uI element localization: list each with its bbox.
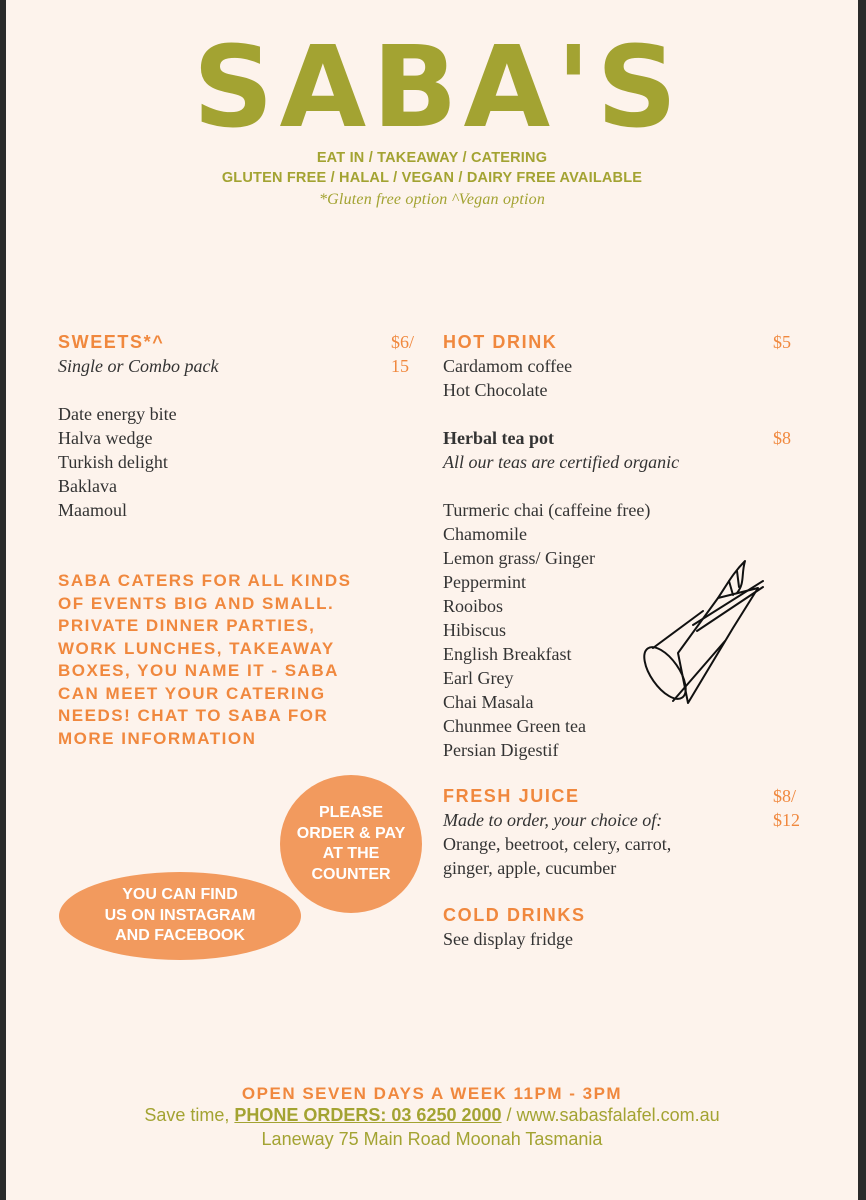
sweets-section (58, 330, 428, 522)
list-item: Halva wedge (58, 428, 153, 448)
social-media-bubble (59, 872, 301, 960)
bubble-line: YOU CAN FIND (122, 886, 238, 904)
herbal-tea-subtitle: All our teas are certified organic (443, 452, 680, 472)
logo-lettering (192, 23, 684, 153)
hot-drink-price: $5 (773, 332, 791, 352)
website-link[interactable]: www.sabasfalafel.com.au (516, 1105, 720, 1125)
sabas-logo (192, 23, 684, 153)
opening-hours: OPEN SEVEN DAYS A WEEK 11PM - 3PM (241, 1084, 623, 1103)
list-item: Baklava (58, 476, 117, 496)
catering-blurb: SABA CATERS FOR ALL KINDS OF EVENTS BIG AND SMALL. PRIVATE DINNER PARTIES, WORK LUNCHES, TAKEAWAY BOXES, YOU NAME IT - SABA CAN MEET YOUR CATERING NEEDS! CHAT TO SABA FOR MORE INFORMATION (58, 571, 352, 748)
sweets-price-a: $6/ (391, 332, 415, 352)
list-item: Orange, beetroot, celery, carrot, (443, 834, 672, 854)
list-item: Maamoul (58, 500, 127, 520)
list-item: Earl Grey (443, 668, 514, 688)
list-item: Chamomile (443, 524, 527, 544)
bubble-line: AT THE (322, 845, 380, 862)
menu-page (6, 0, 858, 1200)
bubble-line: US ON INSTAGRAM (104, 906, 256, 924)
list-item: Peppermint (443, 572, 526, 592)
list-item: Cardamom coffee (443, 356, 573, 376)
list-item: Chunmee Green tea (443, 716, 586, 736)
list-item: Lemon grass/ Ginger (443, 548, 595, 568)
list-item: Turkish delight (58, 452, 168, 472)
hot-drink-title: HOT DRINK (443, 332, 558, 352)
phone-orders-link[interactable]: PHONE ORDERS: 03 6250 2000 (234, 1105, 502, 1125)
separator: / (501, 1105, 517, 1125)
bubble-line: AND FACEBOOK (115, 927, 245, 945)
order-at-counter-bubble (280, 775, 422, 913)
bubble-line: ORDER & PAY (296, 824, 406, 842)
list-item: English Breakfast (443, 644, 572, 664)
list-item: Hibiscus (443, 620, 506, 640)
svg-text:SABA'S: SABA'S (192, 23, 684, 153)
sweets-subtitle: Single or Combo pack (58, 356, 219, 376)
fresh-juice-title: FRESH JUICE (443, 786, 580, 806)
bubble-line: PLEASE (318, 804, 383, 821)
falafel-wrap-icon (633, 553, 763, 713)
dietary-line: GLUTEN FREE / HALAL / VEGAN / DAIRY FREE AVAILABLE (221, 170, 643, 186)
list-item: Turmeric chai (caffeine free) (443, 500, 651, 520)
herbal-tea-title: Herbal tea pot (443, 428, 554, 448)
service-line: EAT IN / TAKEAWAY / CATERING (316, 150, 548, 166)
list-item: Hot Chocolate (443, 380, 548, 400)
list-item: Chai Masala (443, 692, 534, 712)
list-item: ginger, apple, cucumber (443, 858, 617, 878)
sweets-title: SWEETS*^ (58, 332, 165, 352)
juice-subtitle: Made to order, your choice of: (443, 810, 663, 830)
bubble-line: COUNTER (311, 865, 391, 883)
list-item: See display fridge (443, 929, 573, 949)
list-item: Persian Digestif (443, 740, 559, 760)
sweets-price-b: 15 (391, 356, 409, 376)
list-item: Date energy bite (58, 404, 177, 424)
herbal-tea-price: $8 (773, 428, 791, 448)
address: Laneway 75 Main Road Moonah Tasmania (261, 1129, 603, 1149)
list-item: Rooibos (443, 596, 504, 616)
option-legend: *Gluten free option ^Vegan option (318, 191, 546, 208)
juice-price-a: $8/ (773, 786, 797, 806)
save-time-text: Save time, (144, 1105, 235, 1125)
cold-drinks-title: COLD DRINKS (443, 905, 586, 925)
contact-line (6, 1105, 858, 1126)
juice-price-b: $12 (773, 810, 800, 830)
